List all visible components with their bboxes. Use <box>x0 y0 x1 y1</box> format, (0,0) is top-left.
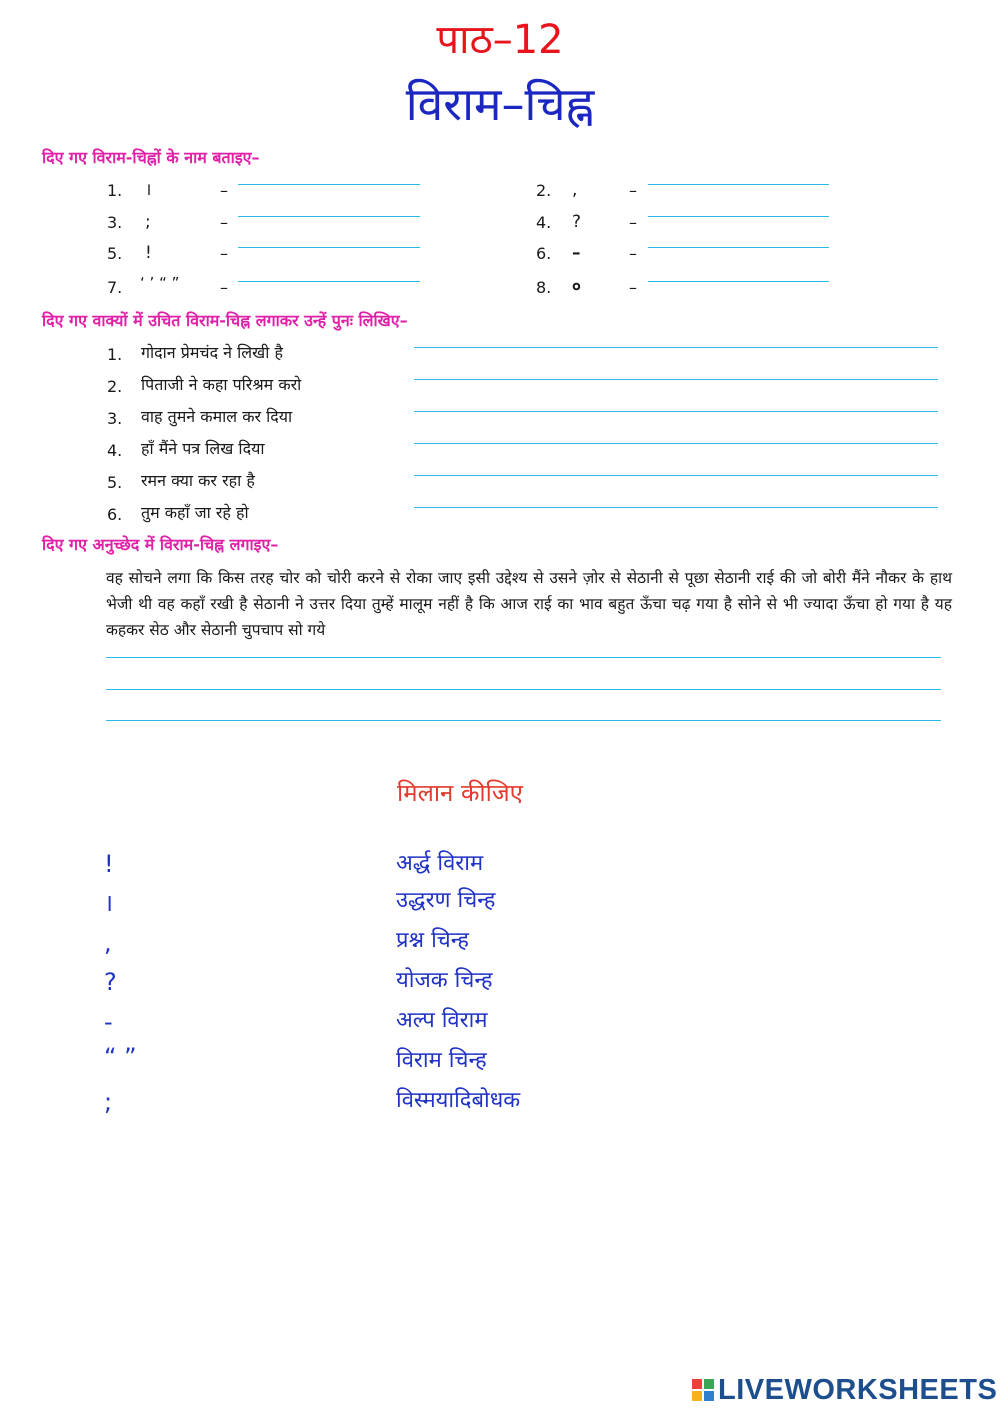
sentence-text: वाह तुमने कमाल कर दिया <box>141 407 293 426</box>
answer-line[interactable] <box>414 347 938 348</box>
sentence-number: 5. <box>107 473 123 492</box>
match-term[interactable]: योजक चिन्ह <box>396 968 493 993</box>
match-term[interactable]: उद्धरण चिन्ह <box>396 888 496 913</box>
answer-line[interactable] <box>238 184 420 185</box>
punctuation-mark: ! <box>145 243 152 263</box>
dash: – <box>220 278 228 297</box>
match-term[interactable]: विस्मयादिबोधक <box>396 1088 521 1113</box>
punctuation-mark: – <box>572 243 581 263</box>
section1-heading: दिए गए विराम-चिह्नों के नाम बताइए– <box>42 148 260 167</box>
item-number: 4. <box>536 213 552 232</box>
sentence-text: पिताजी ने कहा परिश्रम करो <box>141 375 302 394</box>
item-number: 3. <box>107 213 123 232</box>
sentence-text: तुम कहाँ जा रहे हो <box>141 503 249 522</box>
match-term[interactable]: अल्प विराम <box>396 1008 488 1033</box>
logo-text: LIVEWORKSHEETS <box>718 1373 998 1406</box>
liveworksheets-logo[interactable] <box>692 1373 997 1407</box>
answer-line[interactable] <box>414 507 938 508</box>
dash: – <box>629 278 637 297</box>
sentence-text: हाँ मैंने पत्र लिख दिया <box>141 439 265 458</box>
lesson-number: पाठ–12 <box>436 17 564 63</box>
match-term[interactable]: प्रश्न चिन्ह <box>396 928 469 953</box>
sentence-number: 6. <box>107 505 123 524</box>
answer-line[interactable] <box>238 281 420 282</box>
section3-heading: दिए गए अनुच्छेद में विराम-चिह्न लगाइए– <box>42 535 279 554</box>
dash: – <box>220 213 228 232</box>
answer-line[interactable] <box>238 216 420 217</box>
answer-line[interactable] <box>648 184 829 185</box>
match-symbol[interactable]: । <box>104 889 114 917</box>
item-number: 7. <box>107 278 123 297</box>
sentence-text: रमन क्या कर रहा है <box>141 471 255 490</box>
dash: – <box>629 213 637 232</box>
sentence-number: 1. <box>107 345 123 364</box>
item-number: 2. <box>536 181 552 200</box>
punctuation-mark: ० <box>572 277 581 297</box>
logo-mark-icon <box>692 1379 714 1401</box>
answer-line[interactable] <box>414 443 938 444</box>
dash: – <box>629 244 637 263</box>
punctuation-mark: ; <box>145 212 151 232</box>
match-symbol[interactable]: , <box>104 929 112 957</box>
answer-line[interactable] <box>106 657 941 658</box>
sentence-number: 4. <box>107 441 123 460</box>
item-number: 1. <box>107 181 123 200</box>
sentence-text: गोदान प्रेमचंद ने लिखी है <box>141 343 283 362</box>
match-term[interactable]: विराम चिन्ह <box>396 1048 487 1073</box>
answer-line[interactable] <box>106 720 941 721</box>
section2-heading: दिए गए वाक्यों में उचित विराम-चिह्न लगाकर उन्हें पुनः लिखिए– <box>42 311 408 330</box>
match-symbol[interactable]: ? <box>104 968 117 996</box>
match-symbol[interactable]: ; <box>104 1088 113 1116</box>
matching-title: मिलान कीजिए <box>397 779 523 807</box>
answer-line[interactable] <box>648 216 829 217</box>
dash: – <box>220 244 228 263</box>
answer-line[interactable] <box>106 689 941 690</box>
punctuation-mark: , <box>572 180 578 200</box>
sentence-number: 3. <box>107 409 123 428</box>
answer-line[interactable] <box>648 281 829 282</box>
answer-line[interactable] <box>414 411 938 412</box>
match-symbol[interactable]: ! <box>104 850 114 878</box>
page-title: विराम–चिह्न <box>405 77 595 131</box>
sentence-number: 2. <box>107 377 123 396</box>
dash: – <box>220 181 228 200</box>
answer-line[interactable] <box>414 379 938 380</box>
punctuation-mark: ‘ ’ “ ” <box>140 274 180 292</box>
match-symbol[interactable]: - <box>104 1008 113 1036</box>
dash: – <box>629 181 637 200</box>
punctuation-mark: । <box>145 180 152 200</box>
answer-line[interactable] <box>648 247 829 248</box>
answer-line[interactable] <box>238 247 420 248</box>
answer-line[interactable] <box>414 475 938 476</box>
item-number: 6. <box>536 244 552 263</box>
match-symbol[interactable]: “ ” <box>104 1043 137 1071</box>
punctuation-mark: ? <box>572 212 582 232</box>
item-number: 5. <box>107 244 123 263</box>
item-number: 8. <box>536 278 552 297</box>
paragraph-text: वह सोचने लगा कि किस तरह चोर को चोरी करने से रोका जाए इसी उद्देश्य से उसने ज़ोर से सेठानी से पूछा सेठानी राई की जो बोरी मैंने नौकर के हाथ भेजी थी वह कहाँ रखी है सेठानी ने उत्तर दिया तुम्हें मालूम नहीं है कि आज राई का भाव बहुत ऊँचा चढ़ गया है सोने से भी ज्यादा ऊँचा हो गया है यह कहकर सेठ और सेठानी चुपचाप सो गये <box>106 569 952 639</box>
match-term[interactable]: अर्द्ध विराम <box>396 851 484 876</box>
